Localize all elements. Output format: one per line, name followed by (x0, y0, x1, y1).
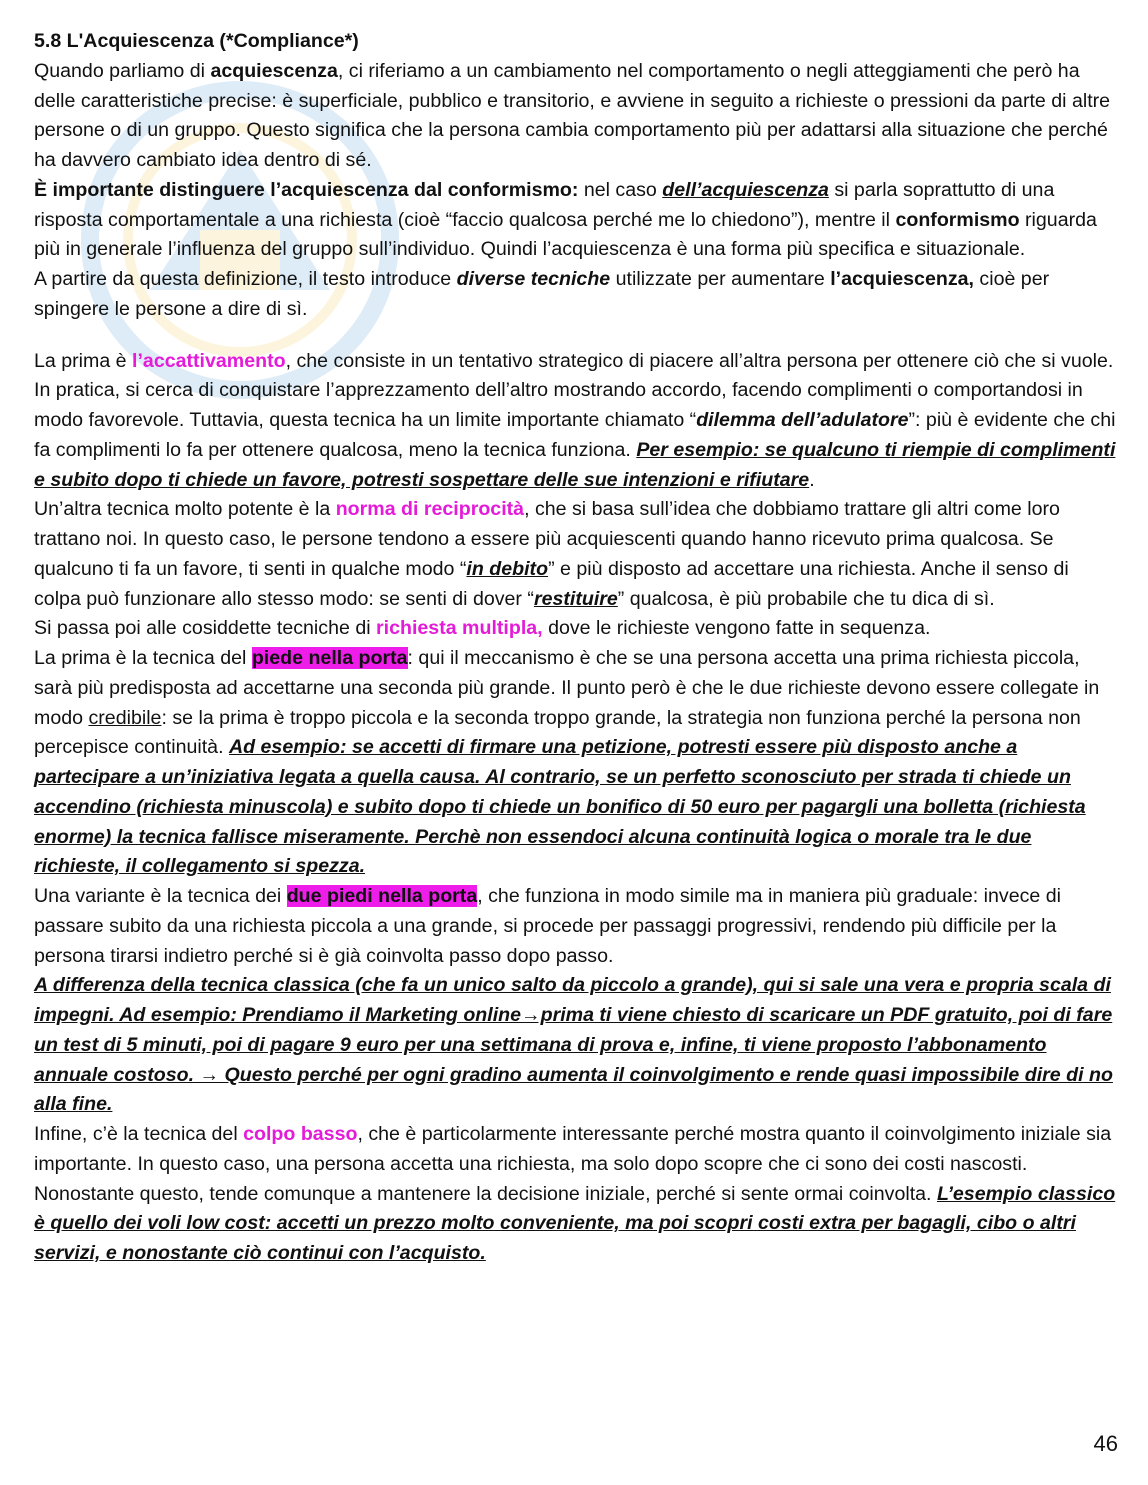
example-accattivamento: Per esempio: se qualcuno ti riempie di complimenti e subito dopo ti chiede un favore, potresti sospettare delle sue intenzioni e rifiutare (34, 438, 1116, 491)
term-richiesta-multipla: richiesta multipla, (376, 617, 543, 640)
paragraph-due-piedi-nella-porta: Una variante è la tecnica dei due piedi nella porta, che funziona in modo simile ma in maniera più graduale: invece di passare subito da una richiesta piccola a una grande, si procede per passaggi progressivi, rendendo più difficile per la persona tirarsi indietro perché si è già coinvolta passo dopo passo. A differenza della tecnica classica (che fa un unico salto da piccolo a grande), qui si sale una vera e propria scala di impegni. Ad esempio: Prendiamo il Marketing online→prima ti viene chiesto di scaricare un PDF gratuito, poi di fare un test di 5 minuti, poi di pagare 9 euro per una settimana di prova e, infine, ti viene proposto l’abbonamento annuale costoso. → Questo perché per ogni gradino aumenta il coinvolgimento e rende quasi impossibile dire di no alla fine. (34, 885, 1113, 1116)
term-norma-di-reciprocita: norma di reciprocità (335, 498, 525, 521)
example-piede-nella-porta: Ad esempio: se accetti di firmare una petizione, potresti essere più disposto anche a partecipare a un’iniziativa legata a quella causa. Al contrario, se un perfetto sconosciuto per strada ti chiede un accendino (richiesta minuscola) e subito dopo ti chiede un bonifico di 50 euro per pagargli una bolletta (richiesta enorme) la tecnica fallisce miseramente. Perchè non essendoci alcuna continuità logica o morale tra le due richieste, il collegamento si spezza. (34, 736, 1086, 878)
paragraph-introduction: A partire da questa definizione, il testo introduce diverse tecniche utilizzate per aumentare l’acquiescenza, cioè per spingere le persone a dire di sì. (34, 268, 1050, 320)
paragraph-distinction: È importante distinguere l’acquiescenza dal conformismo: nel caso dell’acquiescenza si parla soprattutto di una risposta comportamentale a una richiesta (cioè “faccio qualcosa perché me lo chiedono”), mentre il conformismo riguarda più in generale l’influenza del gruppo sull’individuo. Quindi l’acquiescenza è una forma più specifica e situazionale. (34, 178, 1097, 261)
term-conformismo: conformismo (895, 208, 1020, 231)
highlight-piede-nella-porta: piede nella porta (251, 647, 408, 669)
example-colpo-basso: L’esempio classico è quello dei voli low cost: accetti un prezzo molto conveniente, ma poi scopri costi extra per bagagli, cibo o altri servizi, e nonostante ciò continui con l’acquisto. (34, 1182, 1116, 1264)
term-accattivamento: l’accattivamento (132, 349, 286, 372)
paragraph-reciprocita: Un’altra tecnica molto potente è la norma di reciprocità, che si basa sull’idea che dobbiamo trattare gli altri come loro trattano noi. In questo caso, le persone tendono a essere più acquiescenti quando hanno ricevuto prima qualcosa. Se qualcuno ti fa un favore, ti senti in qualche modo “in debito” e più disposto ad accettare una richiesta. Anche il senso di colpa può funzionare allo stesso modo: se senti di dover “restituire” qualcosa, è più probabile che tu dica di sì. (34, 498, 1069, 610)
paragraph-piede-nella-porta: La prima è la tecnica del piede nella porta: qui il meccanismo è che se una persona accetta una prima richiesta piccola, sarà più predisposta ad accettarne una seconda più grande. Il punto però è che le due richieste devono essere collegate in modo credibile: se la prima è troppo piccola e la seconda troppo grande, la strategia non funziona perché la persona non percepisce continuità. Ad esempio: se accetti di firmare una petizione, potresti essere più disposto anche a partecipare a un’iniziativa legata a quella causa. Al contrario, se un perfetto sconosciuto per strada ti chiede un accendino (richiesta minuscola) e subito dopo ti chiede un bonifico di 50 euro per pagargli una bolletta (richiesta enorme) la tecnica fallisce miseramente. Perchè non essendoci alcuna continuità logica o morale tra le due richieste, il collegamento si spezza. (34, 647, 1100, 878)
term-colpo-basso: colpo basso (243, 1123, 358, 1145)
page-number: 46 (1093, 1431, 1118, 1456)
paragraph-colpo-basso: Infine, c’è la tecnica del colpo basso, che è particolarmente interessante perché mostra quanto il coinvolgimento iniziale sia importante. In questo caso, una persona accetta una richiesta, ma solo dopo scopre che ci sono dei costi nascosti. Nonostante questo, tende comunque a mantenere la decisione iniziale, perché si sente ormai coinvolta. L’esempio classico è quello dei voli low cost: accetti un prezzo molto conveniente, ma poi scopri costi extra per bagagli, cibo o altri servizi, e nonostante ciò continui con l’acquisto. (34, 1123, 1116, 1264)
term-acquiescenza: acquiescenza (210, 59, 338, 82)
example-due-piedi-nella-porta: A differenza della tecnica classica (che fa un unico salto da piccolo a grande), qui si sale una vera e propria scala di impegni. Ad esempio: Prendiamo il Marketing online→prima ti viene chiesto di scaricare un PDF gratuito, poi di fare un test di 5 minuti, poi di pagare 9 euro per una settimana di prova e, infine, ti viene proposto l’abbonamento annuale costoso. → Questo perché per ogni gradino aumenta il coinvolgimento e rende quasi impossibile dire di no alla fine. (34, 974, 1113, 1116)
paragraph-accattivamento: La prima è l’accattivamento, che consiste in un tentativo strategico di piacere all’altra persona per ottenere ciò che si vuole. In pratica, si cerca di conquistare l’apprezzamento dell’altro mostrando accordo, facendo complimenti o comportandosi in modo favorevole. Tuttavia, questa tecnica ha un limite importante chiamato “dilemma dell’adulatore”: più è evidente che chi fa complimenti lo fa per ottenere qualcosa, meno la tecnica funziona. Per esempio: se qualcuno ti riempie di complimenti e subito dopo ti chiede un favore, potresti sospettare delle sue intenzioni e rifiutare. (34, 349, 1116, 491)
paragraph-definition: Quando parliamo di acquiescenza, ci riferiamo a un cambiamento nel comportamento o negli atteggiamenti che però ha delle caratteristiche precise: è superficiale, pubblico e transitorio, e avviene in seguito a richieste o pressioni da parte di altre persone o di un gruppo. Questo significa che la persona cambia comportamento più per adattarsi alla situazione che perché ha davvero cambiato idea dentro di sé. (34, 59, 1111, 171)
paragraph-spacer (34, 325, 1116, 347)
paragraph-richiesta-multipla: Si passa poi alle cosiddette tecniche di richiesta multipla, dove le richieste vengono fatte in sequenza. (34, 617, 931, 640)
highlight-due-piedi-nella-porta: due piedi nella porta (286, 885, 478, 907)
document-page (34, 27, 1116, 1269)
section-heading: 5.8 L'Acquiescenza (*Compliance*) (34, 30, 359, 52)
